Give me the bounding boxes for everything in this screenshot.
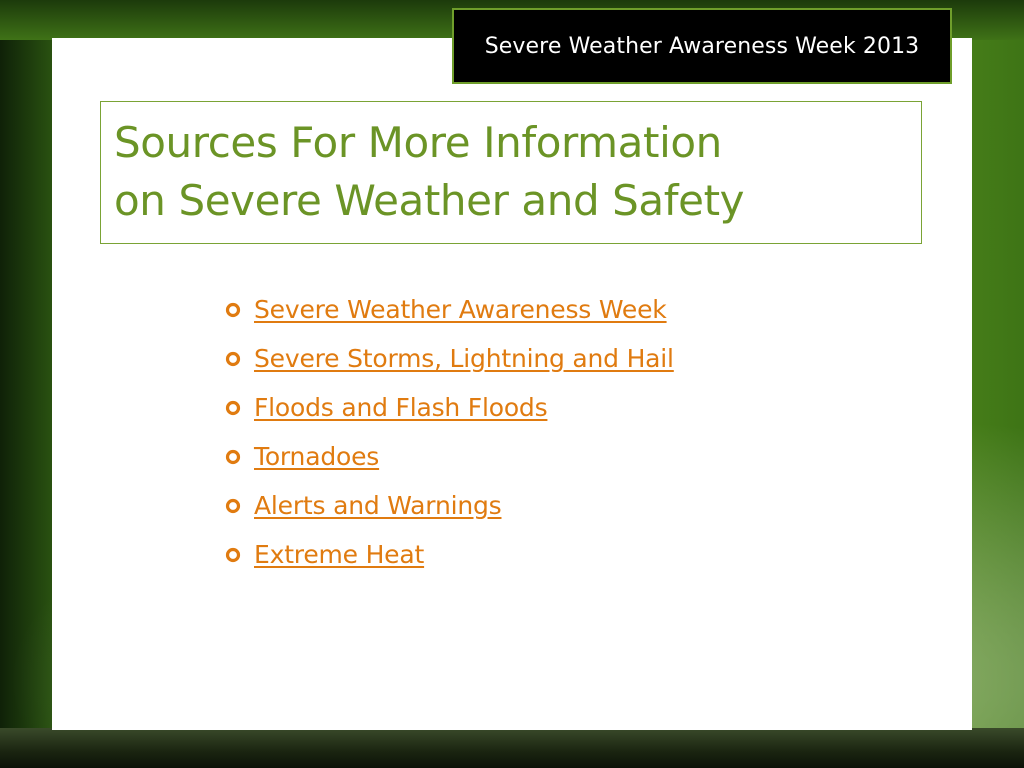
header-banner bbox=[452, 8, 952, 84]
list-item bbox=[225, 285, 674, 334]
link-floods-and-flash-floods[interactable]: Floods and Flash Floods bbox=[254, 393, 548, 422]
link-extreme-heat[interactable]: Extreme Heat bbox=[254, 540, 425, 569]
link-tornadoes[interactable]: Tornadoes bbox=[254, 442, 380, 471]
slide-title bbox=[114, 114, 909, 230]
list-item bbox=[225, 530, 674, 579]
slide-title-line-1: Sources For More Information bbox=[114, 118, 722, 167]
list-item bbox=[225, 334, 674, 383]
link-severe-storms-lightning-hail[interactable]: Severe Storms, Lightning and Hail bbox=[254, 344, 674, 373]
list-item bbox=[225, 383, 674, 432]
circle-bullet-icon bbox=[225, 498, 241, 514]
link-alerts-and-warnings[interactable]: Alerts and Warnings bbox=[254, 491, 502, 520]
resource-link-list bbox=[225, 285, 674, 579]
list-item bbox=[225, 432, 674, 481]
circle-bullet-icon bbox=[225, 302, 241, 318]
circle-bullet-icon bbox=[225, 400, 241, 416]
banner-text: Severe Weather Awareness Week 2013 bbox=[484, 33, 920, 59]
circle-bullet-icon bbox=[225, 547, 241, 563]
circle-bullet-icon bbox=[225, 449, 241, 465]
title-box bbox=[100, 101, 922, 244]
link-severe-weather-awareness-week[interactable]: Severe Weather Awareness Week bbox=[254, 295, 667, 324]
background-bottom-band bbox=[0, 728, 1024, 768]
slide-title-line-2: on Severe Weather and Safety bbox=[114, 176, 745, 225]
list-item bbox=[225, 481, 674, 530]
circle-bullet-icon bbox=[225, 351, 241, 367]
